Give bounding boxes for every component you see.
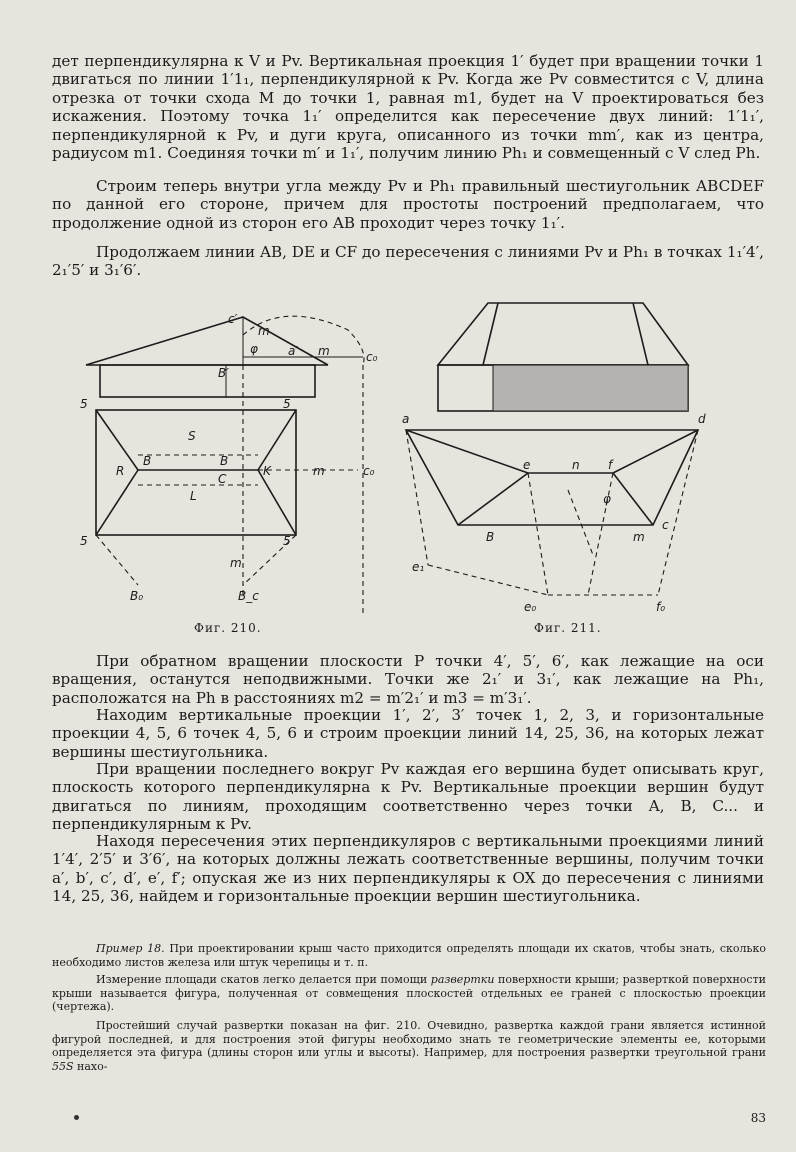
example-development-definition: Измерение площади скатов легко делается при помощи развертки поверхности крыши; разверткой поверхности крыши называется фигура, полученная от совмещения плоскостей отдельных ее граней с плоскостью проекции (чертежа). [52, 973, 766, 1014]
example-text: При проектировании крыш часто приходится определять площади их скатов, чтобы знать, сколько необходимо листов железа или штук черепицы и т. п. [52, 942, 766, 969]
paragraph-extend-lines: Продолжаем линии AB, DE и CF до пересечения с линиями Pv и Ph₁ в точках 1₁′4′, 2₁′5′ и 3₁′6′. [52, 243, 764, 280]
label-m-bottom: m [230, 556, 242, 570]
label-L: L [190, 489, 197, 503]
example-lead: Пример 18. [96, 942, 165, 955]
label-five-bl: 5 [80, 534, 88, 548]
label-a-prime: a′ [288, 344, 299, 358]
label-c0-top: c₀ [366, 350, 378, 364]
label-n: n [572, 458, 580, 472]
label-c0-plan: c₀ [363, 464, 375, 478]
paragraph-reverse-rotation: При обратном вращении плоскости P точки 4′, 5′, 6′, как лежащие на оси вращения, останутся неподвижными. Точки же 2₁′ и 3₁′, как лежащие на Ph₁, расположатся на Ph в расстояниях m2 = m′2₁′ и m3 = m′3₁′. [52, 652, 764, 707]
label-e1: e₁ [412, 560, 425, 574]
label-five-br: 5 [283, 534, 291, 548]
label-B-211: B [486, 530, 495, 544]
label-B-left: B [143, 454, 152, 468]
fig211-plan [406, 430, 698, 525]
label-d: d [698, 412, 706, 426]
paragraph-hexagon: Строим теперь внутри угла между Pv и Ph₁ правильный шестиугольник ABCDEF по данной его стороне, причем для простоты построений предполагаем, что продолжение одной из сторон его AB проходит через точку 1₁′. [52, 177, 764, 232]
label-five-tl: 5 [80, 397, 88, 411]
label-m-211: m [633, 530, 645, 544]
label-five-tr: 5 [283, 397, 291, 411]
label-f0: f₀ [656, 600, 666, 614]
label-K: K [263, 464, 271, 478]
figure-211-caption: Фиг. 211. [534, 621, 602, 635]
paragraph-intersections: Находя пересечения этих перпендикуляров с вертикальными проекциями линий 1′4′, 2′5′ и 3′6′, на которых должны лежать соответственные вершины, получим точки a′, b′, c′, d′, e′, f′; опуская же из них перпендикуляры к OX до пересечения с линиями 14, 25, 36, найдем и горизонтальные проекции вершин шестиугольника. [52, 832, 764, 906]
label-e: e [523, 458, 531, 472]
label-B0: B₀ [130, 589, 144, 603]
label-S: S [188, 429, 196, 443]
label-e0: e₀ [524, 600, 537, 614]
label-m-mid: m [318, 344, 330, 358]
page-number: 83 [750, 1111, 766, 1125]
label-b-prime: B′ [218, 366, 229, 380]
label-phi: φ [250, 342, 258, 356]
figure-210-drawing [78, 295, 378, 625]
fig211-roof-elevation [438, 303, 688, 365]
label-a: a [402, 412, 410, 426]
label-f: f [608, 458, 613, 472]
label-c-prime: c′ [228, 312, 238, 326]
example-simplest-case: Простейший случай развертки показан на фиг. 210. Очевидно, развертка каждой грани является истинной фигурой последней, и для построения этой фигуры необходимо знать те геометрические элементы ее, которыми определяется эта фигура (длины сторон или углы и высоты). Например, для построения развертки треугольной грани 55S нахо- [52, 1019, 766, 1073]
label-R: R [116, 464, 125, 478]
paragraph-continued: дет перпендикулярна к V и Pv. Вертикальная проекция 1′ будет при вращении точки 1 двигаться по линии 1′1₁, перпендикулярной к Pv. Когда же Pv совместится с V, длина отрезка от точки схода M до точки 1, равная m1, будет на V проектироваться без искажения. Поэтому точка 1₁′ определится как пересечение двух линий: 1′1₁′, перпендикулярной к Pv, и дуги круга, описанного из точки mm′, как из центра, радиусом m1. Соединяя точки m′ и 1₁′, получим линию Ph₁ и совмещенный с V след Ph. [52, 52, 764, 163]
figure-210-caption: Фиг. 210. [194, 621, 262, 635]
paragraph-projections: Находим вертикальные проекции 1′, 2′, 3′ точек 1, 2, 3, и горизонтальные проекции 4, 5, 6 точек 4, 5, 6 и строим проекции линий 14, 25, 36, на которых лежат вершины шестиугольника. [52, 706, 764, 761]
label-c-211: c [662, 518, 669, 532]
label-m-top: m [258, 324, 270, 338]
label-phi-211: φ [603, 492, 611, 506]
figure-210 [78, 295, 378, 625]
label-m-plan: m [313, 464, 325, 478]
label-Bc: B_c [238, 589, 259, 603]
figure-211 [398, 295, 728, 625]
page-bullet-mark [74, 1115, 79, 1120]
figure-211-drawing [398, 295, 728, 625]
example-18 [52, 942, 766, 969]
fig210-wall [100, 365, 315, 397]
paragraph-rotation: При вращении последнего вокруг Pv каждая его вершина будет описывать круг, плоскость которого перпендикулярна к Pv. Вертикальные проекции вершин будут двигаться по линиям, проходящим соответственно через точки A, B, C... и перпендикулярным к Pv. [52, 760, 764, 834]
label-C: C [218, 472, 227, 486]
label-B-right: B [220, 454, 229, 468]
